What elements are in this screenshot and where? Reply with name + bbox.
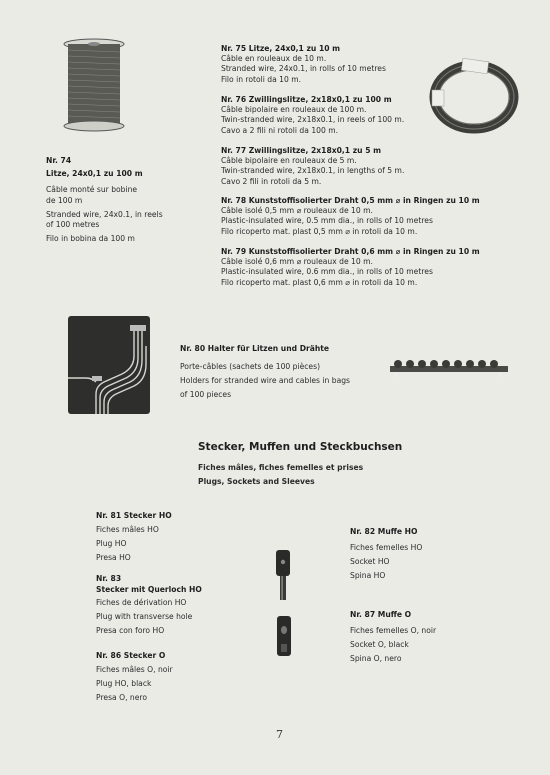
product-76-line: Twin-stranded wire, 2x18x0.1, in reels of 100 m. (221, 115, 405, 125)
product-79 (221, 247, 480, 288)
socket-photo (275, 616, 293, 658)
product-74-line: de 100 m (46, 195, 83, 205)
product-78-line: Filo ricoperto mat. plast 0,5 mm ⌀ in rotoli da 10 m. (221, 226, 418, 236)
product-83-line: Plug with transverse hole (96, 612, 193, 621)
product-81 (96, 509, 172, 565)
product-76-line: Cavo a 2 fili ni rotoli da 100 m. (221, 125, 339, 135)
product-87-line: Spina O, nero (350, 654, 402, 663)
product-87 (350, 608, 436, 666)
product-75-line: Câble en rouleaux de 10 m. (221, 54, 327, 64)
product-86-line: Fiches mâles O, noir (96, 665, 173, 674)
product-86 (96, 649, 173, 705)
product-80-line: Holders for stranded wire and cables in bags (180, 376, 351, 385)
product-74-title: Litze, 24x0,1 zu 100 m (46, 169, 143, 179)
product-75-line: Stranded wire, 24x0.1, in rolls of 10 metres (221, 64, 386, 74)
product-75-line: Filo in rotoli da 10 m. (221, 74, 302, 84)
wire-spool-photo (60, 38, 128, 134)
product-83-number: Nr. 83 (96, 574, 122, 583)
product-76 (221, 95, 404, 136)
product-75-heading: Nr. 75 Litze, 24x0,1 zu 10 m (221, 44, 341, 53)
product-78-line: Plastic-insulated wire, 0.5 mm dia., in rolls of 10 metres (221, 216, 433, 226)
product-77-line: Câble bipolaire en rouleaux de 5 m. (221, 156, 357, 166)
wire-coil-photo (428, 58, 520, 136)
product-80-heading: Nr. 80 Halter für Litzen und Drähte (180, 344, 330, 353)
product-83-line: Fiches de dérivation HO (96, 598, 187, 607)
product-79-line: Câble isolé 0,6 mm ⌀ rouleaux de 10 m. (221, 257, 373, 267)
product-74-line: Filo in bobina da 100 m (46, 234, 135, 244)
product-77-line: Cavo 2 fili in rotoli da 5 m. (221, 176, 322, 186)
product-74 (46, 156, 163, 244)
product-80 (180, 342, 350, 402)
product-87-line: Fiches femelles O, noir (350, 626, 437, 635)
product-87-heading: Nr. 87 Muffe O (350, 610, 412, 619)
product-81-line: Fiches mâles HO (96, 525, 159, 534)
product-81-heading: Nr. 81 Stecker HO (96, 511, 172, 520)
product-74-line: of 100 metres (46, 220, 100, 230)
product-83-title: Stecker mit Querloch HO (96, 585, 202, 594)
section-subtitle-fr: Fiches mâles, fiches femelles et prises (198, 463, 364, 472)
product-74-number: Nr. 74 (46, 156, 72, 165)
product-81-line: Presa HO (96, 553, 131, 562)
product-82-line: Fiches femelles HO (350, 543, 423, 552)
product-77-heading: Nr. 77 Zwillingslitze, 2x18x0,1 zu 5 m (221, 146, 382, 155)
product-87-line: Socket O, black (350, 640, 409, 649)
product-82-line: Socket HO (350, 557, 390, 566)
product-79-heading: Nr. 79 Kunststoffisolierter Draht 0,6 mm ⌀ in Ringen zu 10 m (221, 247, 480, 256)
product-78-heading: Nr. 78 Kunststoffisolierter Draht 0,5 mm ⌀ in Ringen zu 10 m (221, 196, 480, 205)
product-77 (221, 146, 404, 187)
product-86-line: Plug HO, black (96, 679, 152, 688)
product-82 (350, 525, 422, 583)
product-78 (221, 196, 480, 237)
product-83-line: Presa con foro HO (96, 626, 165, 635)
product-86-heading: Nr. 86 Stecker O (96, 651, 166, 660)
product-78-line: Câble isolé 0,5 mm ⌀ rouleaux de 10 m. (221, 206, 373, 216)
section-title: Stecker, Muffen und Steckbuchsen (198, 441, 403, 453)
product-77-line: Twin-stranded wire, 2x18x0.1, in lengths of 5 m. (221, 166, 405, 176)
cable-holder-photo (68, 316, 150, 414)
holder-strip-photo (388, 358, 512, 380)
plug-photo (273, 550, 293, 602)
product-79-line: Filo ricoperto mat. plast 0,6 mm ⌀ in rotoli da 10 m. (221, 277, 418, 287)
product-82-line: Spina HO (350, 571, 386, 580)
section-subtitle-en: Plugs, Sockets and Sleeves (198, 477, 315, 486)
product-86-line: Presa O, nero (96, 693, 147, 702)
product-82-heading: Nr. 82 Muffe HO (350, 527, 418, 536)
product-81-line: Plug HO (96, 539, 127, 548)
product-76-line: Câble bipolaire en rouleaux de 100 m. (221, 105, 367, 115)
page-number: 7 (276, 728, 283, 741)
product-74-line: Câble monté sur bobine (46, 185, 138, 195)
product-76-heading: Nr. 76 Zwillingslitze, 2x18x0,1 zu 100 m (221, 95, 392, 104)
product-80-line: Porte-câbles (sachets de 100 pièces) (180, 362, 321, 371)
product-83 (96, 573, 202, 638)
product-74-line: Stranded wire, 24x0.1, in reels (46, 209, 163, 219)
product-80-line: of 100 pieces (180, 390, 232, 399)
product-75 (221, 44, 386, 85)
product-79-line: Plastic-insulated wire, 0.6 mm dia., in rolls of 10 metres (221, 267, 433, 277)
